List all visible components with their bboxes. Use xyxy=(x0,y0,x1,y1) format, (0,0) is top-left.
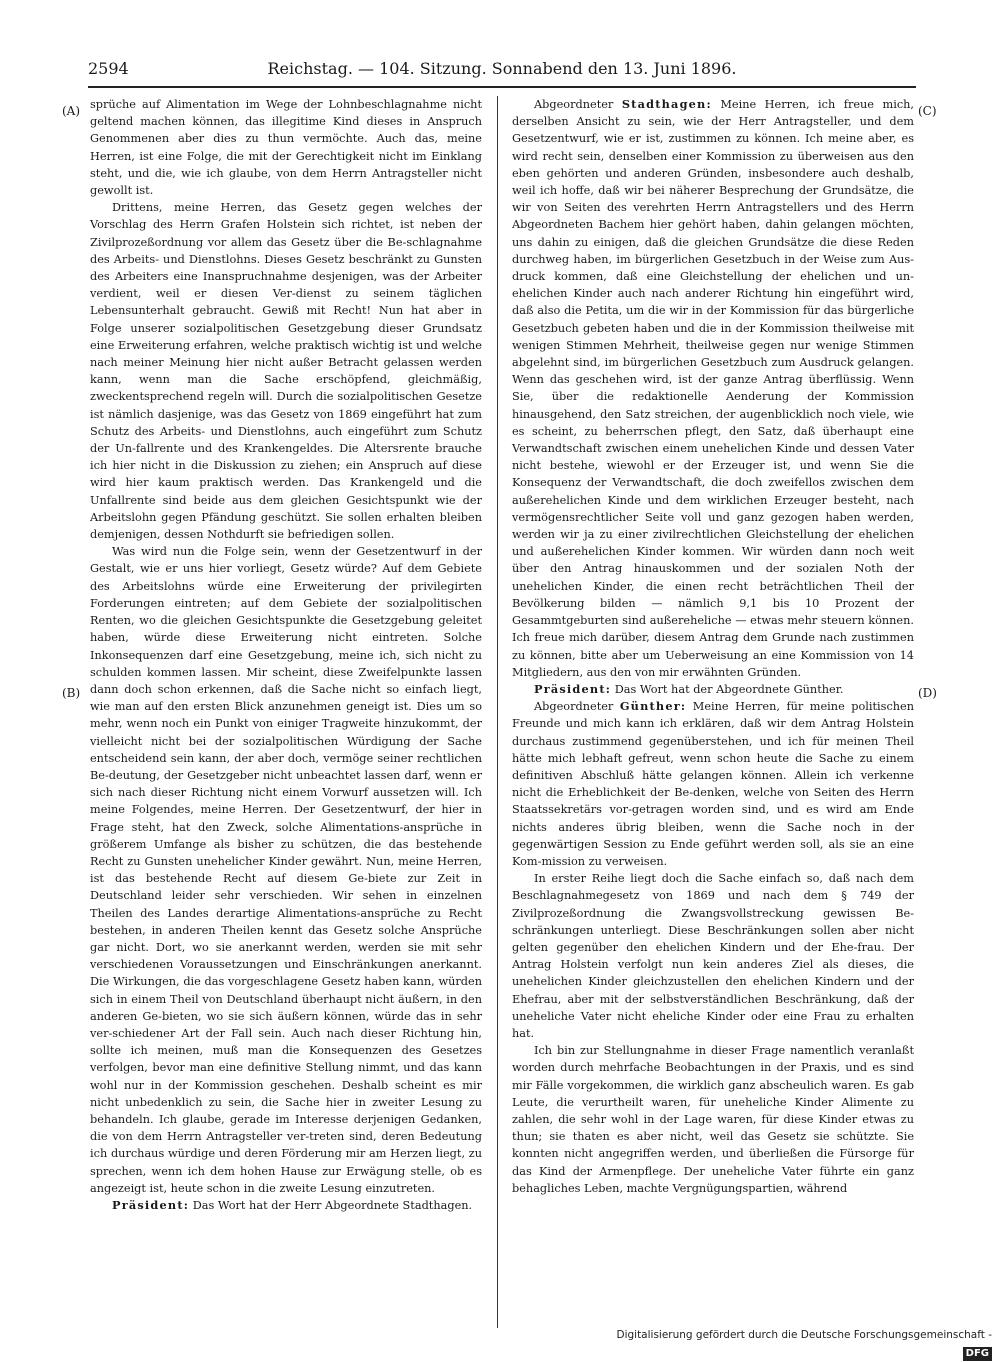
column-divider xyxy=(497,96,498,1328)
paragraph-text: Ich bin zur Stellungnahme in dieser Frage namentlich veranlaßt worden durch mehrfache Beobachtungen in der Praxis, und es sind mir Fälle vorgekommen, die wirklich ganz abscheulich waren. Es gab Leute, die verurtheilt waren, für uneheliche Kinder Alimente zu zahlen, die sehr wohl in der Lage waren, für diese Kinder etwas zu thun; sie thaten es aber nicht, weil das Gesetz sie schützte. Sie konnten nicht angegriffen werden, und überließen die Fürsorge für das Kind der Armenpflege. Der uneheliche Vater führte ein ganz behagliches Leben, machte Vergnügungspartien, während xyxy=(512,1044,914,1195)
speaker-name: Präsident: xyxy=(112,1198,190,1212)
paragraph-text: Meine Herren, für meine politischen Freunde und mich kann ich erklären, daß wir dem Antrag Holstein durchaus zustimmend gegenüberstehen, und ich für meinen Theil hätte mich lebhaft gefreut, wenn schon heute die Sache zu einem definitiven Abschluß hätte gelangen können. Allein ich verkenne nicht die Erheblichkeit der Be-denken, welche von Seiten des Herrn Staatssekretärs vor-getragen worden sind, und es wird am Ende nichts anderes übrig bleiben, wenn die Sache noch in der gegenwärtigen Session zu Ende geführt werden soll, als sie an eine Kom-mission zu verweisen. xyxy=(512,700,915,868)
paragraph-text: sprüche auf Alimentation im Wege der Lohnbeschlagnahme nicht geltend machen können, das illegitime Kind dieses in Anspruch Genommenen aber dies zu thun vermöchte. Auch das, meine Herren, ist eine Folge, die mit der Gerechtigkeit nicht im Einklang steht, und die, wie ich glaube, von dem Herrn Antragsteller nicht gewollt ist. xyxy=(90,98,482,198)
paragraph-text: Meine Herren, ich freue mich, derselben Ansicht zu sein, wie der Herr Antragsteller, und dem Gesetzentwurf, wie er ist, zustimmen zu können. Ich meine aber, es wird recht sein, denselben einer Kommission zu überweisen aus den eben gehörten und anderen Gründen, insbesondere auch deshalb, weil ich hoffe, daß wir bei näherer Besprechung der Grundsätze, die wir von Seiten des verehrten Herrn Antragstellers und des Herrn Abgeordneten Bachem hier gehört haben, dahin gelangen möchten, uns dahin zu einigen, daß die gleichen Grundsätze die diese Reden durchweg haben, im bürgerlichen Gesetzbuch in der Weise zum Aus-druck kommen, daß eine Gleichstellung der ehelichen und un-ehelichen Kinder auch nach anderer Richtung hin eingeführt wird, daß also die Petita, um die wir in der Kommission für das bürgerliche Gesetzbuch gebeten haben und die in der Kommission theilweise mit wenigen Stimmen Mehrheit, theilweise gegen nur wenige Stimmen abgelehnt sind, im bürgerlichen Gesetzbuch zum Ausdruck gelangen. Wenn das geschehen wird, ist der ganze Antrag überflüssig. Wenn Sie, über die redaktionelle Aenderung der Kommission hinausgehend, den Satz streichen, der augenblicklich noch viele, wie es scheint, zu beherrschen pflegt, den Satz, daß überhaupt eine Verwandtschaft zwischen einem unehelichen Kinde und dessen Vater nicht bestehe, wiewohl er der Erzeuger ist, und wenn Sie die Konsequenz der Verwandtschaft, die doch zweifellos zwischen dem außerehelichen Kinde und dem wirklichen Erzeuger besteht, nach vermögensrechtlicher Seite voll und ganz gezogen haben werden, werden wir ja zu einer zivilrechtlichen Gleichstellung der ehelichen und außerehelichen Kinder kommen. Wir würden dann noch weit über den Antrag hinauskommen und der sozialen Noth der unehelichen Kinder, die einen recht beträchtlichen Theil der Bevölkerung bilden — nämlich 9,1 bis 10 Prozent der Gesammtgeburten sind außereheliche — etwas mehr steuern können. Ich freue mich darüber, diesem Antrag dem Grunde nach zustimmen zu können, bitte aber um Ueberweisung an eine Kommission von 14 Mitgliedern, aus den von mir erwähnten Gründen. xyxy=(512,98,915,679)
margin-marker-b: (B) xyxy=(62,686,81,700)
paragraph-text: In erster Reihe liegt doch die Sache einfach so, daß nach dem Beschlagnahmegesetz von 1869 und nach dem § 749 der Zivilprozeßordnung die Zwangsvollstreckung gewissen Be-schränkungen unterliegt. Diese Beschränkungen sollen aber nicht gelten gegenüber den ehelichen Kindern und der Ehe-frau. Der Antrag Holstein verfolgt nun kein anderes Ziel als dieses, die unehelichen Kinder gleichzustellen den ehelichen Kindern und der Ehefrau, aber mit der selbstverständlichen Beschränkung, daß der uneheliche Vater nicht eheliche Kinder oder eine Frau zu erhalten hat. xyxy=(512,872,914,1040)
paragraph xyxy=(512,698,914,870)
speaker-prefix: Abgeordneter xyxy=(534,700,614,714)
speaker-prefix: Abgeordneter xyxy=(534,98,614,111)
paragraph xyxy=(90,1197,482,1214)
paragraph xyxy=(512,681,914,698)
page-header xyxy=(88,58,916,80)
paragraph-text: Drittens, meine Herren, das Gesetz gegen welches der Vorschlag des Herrn Grafen Holstein sich richtet, ist neben der Zivilprozeßordnung vor allem das Gesetz über die Be-schlagnahme des Arbeits- und Dienstlohns. Dieses Gesetz beschränkt zu Gunsten des Arbeiters eine Inanspruchnahme desjenigen, was der Arbeiter verdient, weil er diesen Ver-dienst zu seinem täglichen Lebensunterhalt gebraucht. Gewiß mit Recht! Nun hat aber in Folge unserer sozialpolitischen Gesetzgebung dieser Grundsatz eine Erweiterung erfahren, welche praktisch wichtig ist und welche nach meiner Meinung hier nicht außer Betracht gelassen werden kann, wenn man die Sache erschöpfend, gleichmäßig, zweckentsprechend regeln will. Durch die sozialpolitischen Gesetze ist nämlich dasjenige, was das Gesetz von 1869 eingeführt hat zum Schutz des Arbeits- und Dienstlohns, auch eingeführt zum Schutz der Un-fallrente und des Krankengeldes. Die Altersrente brauche ich hier nicht in die Diskussion zu ziehen; ein Anspruch auf diese wird hier kaum praktisch werden. Das Krankengeld und die Unfallrente sind beide aus dem gleichen Gesichtspunkt wie der Arbeitslohn gegen Pfändung geschützt. Sie sollen erhalten bleiben demjenigen, dessen Nothdurft sie befriedigen sollen. xyxy=(90,201,482,542)
paragraph xyxy=(512,96,914,681)
paragraph xyxy=(90,96,482,199)
speaker-name: Günther: xyxy=(619,699,687,714)
margin-marker-d: (D) xyxy=(918,686,937,700)
running-title: Reichstag. — 104. Sitzung. Sonnabend den 13. Juni 1896. xyxy=(267,59,737,78)
paragraph xyxy=(512,870,914,1042)
paragraph-text: Das Wort hat der Abgeordnete Günther. xyxy=(614,682,844,696)
speaker-name: Präsident: xyxy=(534,681,612,696)
speaker-name: Stadthagen: xyxy=(621,97,712,111)
margin-marker-a: (A) xyxy=(62,104,81,118)
left-column xyxy=(90,96,482,1214)
paragraph xyxy=(512,1042,914,1197)
right-column xyxy=(512,96,914,1197)
paragraph xyxy=(90,543,482,1197)
header-rule xyxy=(88,86,916,88)
credit-text: Digitalisierung gefördert durch die Deutsche Forschungsgemeinschaft - xyxy=(616,1329,992,1341)
page-number: 2594 xyxy=(88,59,129,78)
digitization-credit xyxy=(600,1326,992,1359)
paragraph-text: Was wird nun die Folge sein, wenn der Gesetzentwurf in der Gestalt, wie er uns hier vorliegt, Gesetz würde? Auf dem Gebiete des Arbeitslohns würde eine Erweiterung der privilegirten Forderungen eintreten; auf dem Gebiete der sozialpolitischen Renten, wo die gleichen Gesichtspunkte die Gesetzgebung geleitet haben, würde diese Erweiterung nicht eintreten. Solche Inkonsequenzen darf eine Gesetzgebung, meine ich, sich nicht zu schulden kommen lassen. Mir scheint, diese Zweifelpunkte lassen dann doch schon erkennen, daß die Sache nicht so einfach liegt, wie man auf den ersten Blick anzunehmen geneigt ist. Dies um so mehr, wenn noch ein Punkt von einiger Tragweite hinzukommt, der vielleicht nicht bei der sozialpolitischen Würdigung der Sache entscheidend sein kann, der aber doch, vermöge seiner rechtlichen Be-deutung, der Gesetzgeber nicht unbeachtet lassen darf, wenn er sich nach dieser Richtung nicht einem Vorwurf aussetzen will. Ich meine Folgendes, meine Herren. Der Gesetzentwurf, der hier in Frage steht, hat den Zweck, solche Alimentations-ansprüche in größerem Umfange als bisher zu schützen, die das bestehende Recht zu Gunsten unehelicher Kinder gewährt. Nun, meine Herren, ist das bestehende Recht auf diesem Ge-biete zur Zeit in Deutschland leider sehr verschieden. Wir sehen in einzelnen Theilen des Landes derartige Alimentations-ansprüche zu Recht bestehen, in anderen Theilen kennt das Gesetz solche Ansprüche gar nicht. Dort, wo sie anerkannt werden, werden sie mit sehr verschiedenen Voraussetzungen und Einschränkungen anerkannt. Die Wirkungen, die das vorgeschlagene Gesetz haben kann, würden sich in einem Theil von Deutschland überhaupt nicht äußern, in den anderen Ge-bieten, wo sie sich äußern können, würde das in sehr ver-schiedener Art der Fall sein. Auch nach dieser Richtung hin, sollte ich meinen, muß man die Konsequenzen des Gesetzes verfolgen, bevor man eine definitive Stellung nimmt, und das kann wohl nur in der Kommission geschehen. Deshalb scheint es mir nicht unbedenklich zu sein, die Sache hier in zweiter Lesung zu behandeln. Ich glaube, gerade im Interesse derjenigen Gedanken, die von dem Herrn Antragsteller ver-treten sind, deren Bedeutung ich durchaus würdige und deren Förderung mir am Herzen liegt, zu sprechen, wenn ich dem hohen Hause zur Erwägung stelle, ob es angezeigt ist, heute schon in die zweite Lesung einzutreten. xyxy=(90,545,482,1195)
dfg-logo: DFG xyxy=(963,1347,992,1361)
paragraph-text: Das Wort hat der Herr Abgeordnete Stadthagen. xyxy=(192,1199,473,1212)
paragraph xyxy=(90,199,482,543)
margin-marker-c: (C) xyxy=(918,104,937,118)
